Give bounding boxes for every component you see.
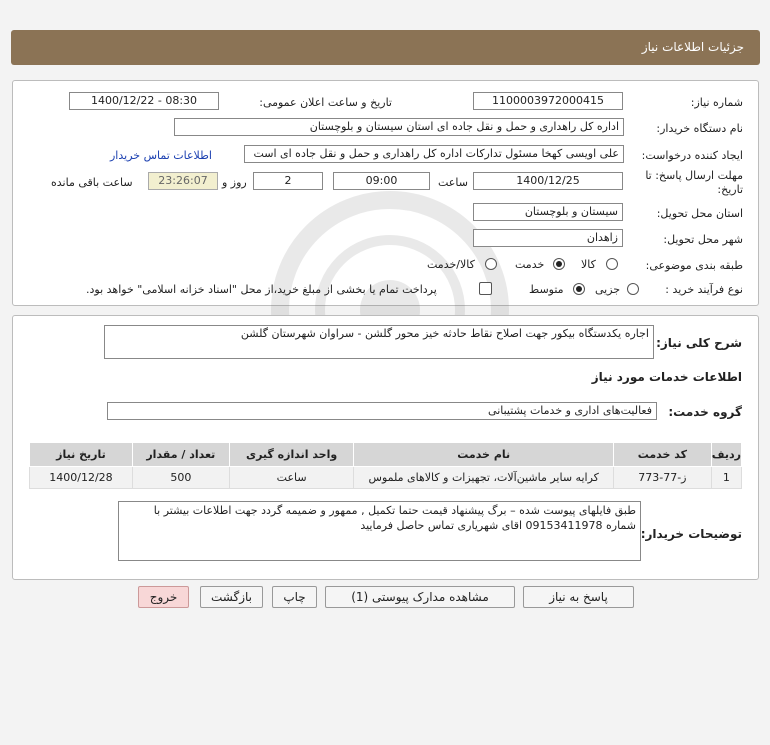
need-number-label: شماره نیاز: (690, 96, 743, 109)
announce-datetime-field: 1400/12/22 - 08:30 (69, 92, 219, 110)
reply-button[interactable]: پاسخ به نیاز (523, 586, 634, 608)
deadline-label: مهلت ارسال پاسخ: تا (645, 169, 743, 182)
days-label: روز و (222, 176, 247, 189)
deadline-time-label: ساعت (438, 176, 468, 189)
back-button[interactable]: بازگشت (200, 586, 263, 608)
category-service-label: خدمت (515, 258, 545, 271)
page-title: جزئیات اطلاعات نیاز (641, 40, 744, 54)
view-attachments-button[interactable]: مشاهده مدارک پیوستی (1) (325, 586, 515, 608)
table-header-row (30, 443, 742, 467)
cell-code: ز-77-773 (613, 467, 711, 489)
category-goods-label: کالا (581, 258, 596, 271)
province-field: سیستان و بلوچستان (473, 203, 623, 221)
city-label: شهر محل تحویل: (663, 233, 743, 246)
cell-row: 1 (711, 467, 741, 489)
creator-field: علی اویسی کهخا مسئول تدارکات اداره کل راهداری و حمل و نقل جاده ای است (244, 145, 624, 163)
page-header (11, 30, 760, 65)
buyer-contact-link[interactable]: اطلاعات تماس خریدار (110, 149, 212, 162)
cell-qty: 500 (132, 467, 229, 489)
col-qty: تعداد / مقدار (132, 443, 229, 467)
print-button[interactable]: چاپ (272, 586, 317, 608)
summary-field: اجاره یکدستگاه بیکور جهت اصلاح نقاط حادثه خیز محور گلشن - سراوان شهرستان گلشن (104, 325, 654, 359)
province-label: استان محل تحویل: (656, 207, 743, 220)
deadline-date-label: تاریخ: (717, 183, 743, 196)
purchase-minor-label: جزیی (595, 283, 621, 296)
service-group-label: گروه خدمت: (668, 405, 742, 419)
col-code: کد خدمت (613, 443, 711, 467)
cell-name: کرایه سایر ماشین‌آلات، تجهیزات و کالاهای ملموس (354, 467, 613, 489)
announce-datetime-label: تاریخ و ساعت اعلان عمومی: (259, 96, 392, 109)
category-label: طبقه بندی موضوعی: (645, 259, 743, 272)
services-section-title: اطلاعات خدمات مورد نیاز (591, 370, 742, 384)
category-goods-radio[interactable] (606, 258, 618, 270)
service-group-field: فعالیت‌های اداری و خدمات پشتیبانی (107, 402, 657, 420)
category-goods-service-label: کالا/خدمت (427, 258, 475, 271)
cell-date: 1400/12/28 (30, 467, 133, 489)
need-info-panel (12, 80, 759, 306)
purchase-medium-radio[interactable] (573, 283, 585, 295)
summary-label: شرح کلی نیاز: (656, 336, 742, 350)
col-unit: واحد اندازه گیری (229, 443, 354, 467)
cell-unit: ساعت (229, 467, 354, 489)
exit-button[interactable]: خروج (138, 586, 189, 608)
deadline-date-field: 1400/12/25 (473, 172, 623, 190)
days-remaining-field: 2 (253, 172, 323, 190)
purchase-type-label: نوع فرآیند خرید : (665, 283, 743, 296)
table-row (30, 467, 742, 489)
buyer-org-field: اداره کل راهداری و حمل و نقل جاده ای استان سیستان و بلوچستان (174, 118, 624, 136)
buyer-org-label: نام دستگاه خریدار: (656, 122, 743, 135)
creator-label: ایجاد کننده درخواست: (641, 149, 743, 162)
need-number-field: 1100003972000415 (473, 92, 623, 110)
city-field: زاهدان (473, 229, 623, 247)
purchase-medium-label: متوسط (529, 283, 564, 296)
treasury-note: پرداخت تمام یا بخشی از مبلغ خرید،از محل "اسناد خزانه اسلامی" خواهد بود. (86, 283, 437, 296)
purchase-minor-radio[interactable] (627, 283, 639, 295)
category-goods-service-radio[interactable] (485, 258, 497, 270)
col-row: ردیف (711, 443, 741, 467)
remaining-label: ساعت باقی مانده (51, 176, 133, 189)
remaining-time-timer: 23:26:07 (148, 172, 218, 190)
category-service-radio[interactable] (553, 258, 565, 270)
buyer-notes-label: توضیحات خریدار: (640, 527, 742, 541)
col-name: نام خدمت (354, 443, 613, 467)
deadline-time-field: 09:00 (333, 172, 430, 190)
treasury-checkbox[interactable] (479, 282, 492, 295)
col-date: تاریخ نیاز (30, 443, 133, 467)
buyer-notes-field: طبق فایلهای پیوست شده – برگ پیشنهاد قیمت حتما تکمیل , ممهور و ضمیمه گردد جهت اطلاعات بیشتر با شماره 09153411978 اقای شهریاری تماس حاصل فرمایید (118, 501, 641, 561)
services-table (29, 442, 742, 489)
